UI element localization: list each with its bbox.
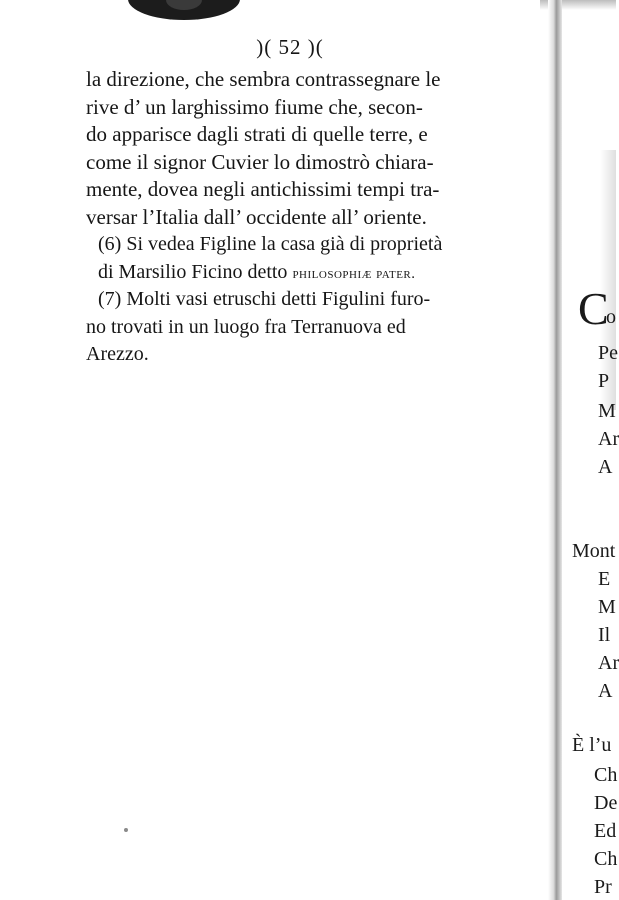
text-line: do apparisce dagli strati di quelle terre, e [86, 122, 428, 146]
fragment-text: Ar [598, 652, 619, 674]
footnote-6-line [86, 259, 510, 287]
fragment-text: Pr [594, 876, 612, 898]
fragment-text: E [598, 568, 611, 590]
fragment-text: Ar [598, 428, 619, 450]
ink-blot [128, 0, 240, 20]
fragment-text: È l’u [572, 734, 612, 756]
text-line: mente, dovea negli antichissimi tempi tra- [86, 177, 440, 201]
footnote-6-line: (6) Si vedea Figline la casa già di proprietà [98, 233, 443, 255]
text-line: rive d’ un larghissimo fiume che, secon- [86, 94, 423, 119]
text-line: come il signor Cuvier lo dimostrò chiara- [86, 149, 434, 174]
fragment-text: Mont [572, 540, 616, 562]
fragment-text: M [598, 400, 616, 422]
fragment-text: A [598, 680, 613, 702]
fragment-text: Ch [594, 764, 618, 786]
footnote-6-smallcaps: philosophiæ pater. [292, 265, 416, 282]
book-gutter [548, 0, 562, 900]
text-line: la direzione, che sembra contrassegnare le [86, 67, 441, 91]
fragment-text: Pe [598, 342, 618, 364]
adjacent-page-fragment [562, 0, 619, 900]
footnote-7-line: no trovati in un luogo fra Terranuova ed [86, 315, 406, 338]
page-number: )( 52 )( [256, 35, 324, 59]
fragment-text: Ed [594, 820, 617, 842]
fragment-text: Il [598, 624, 611, 646]
footnote-7-line: (7) Molti vasi etruschi detti Figulini furo- [98, 288, 431, 310]
text-line: versar l’Italia dall’ occidente all’ oriente. [86, 204, 427, 229]
fragment-text: Ch [594, 848, 618, 870]
drop-initial: C [578, 283, 609, 334]
paper-speck [124, 828, 128, 832]
fragment-text: P [598, 370, 610, 392]
fragment-text: De [594, 792, 618, 814]
footnote-6-text: di Marsilio Ficino detto [98, 260, 293, 283]
fragment-text: o [606, 306, 616, 328]
page-text [86, 66, 510, 369]
footnote-7-line: Arezzo. [86, 343, 149, 365]
fragment-text: M [598, 596, 616, 618]
fragment-text: A [598, 456, 613, 478]
